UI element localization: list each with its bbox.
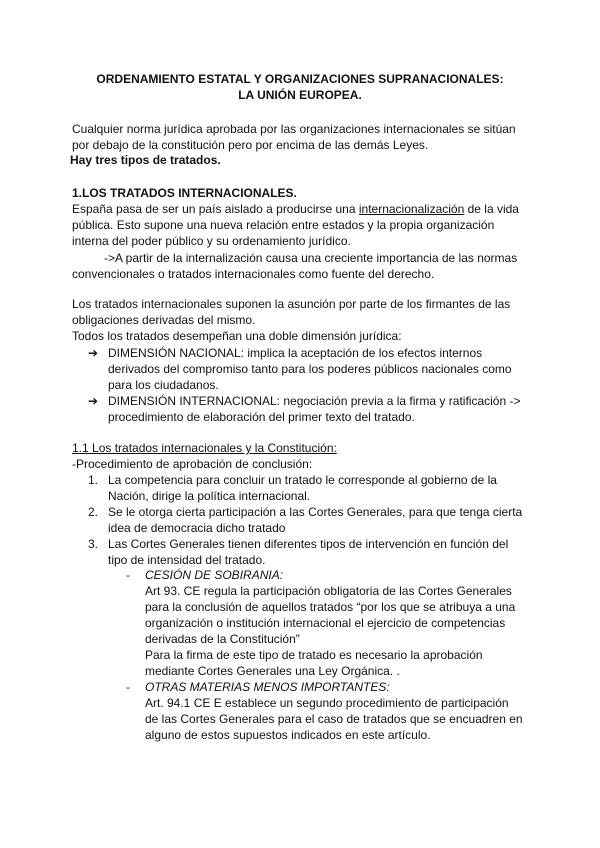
bullet-2-line-1: DIMENSIÓN INTERNACIONAL: negociación previa a la firma y ratificación -> <box>108 394 521 408</box>
bullet-1-line-2: derivados del compromiso tanto para los poderes públicos nacionales como <box>108 362 512 376</box>
s1-p4: Todos los tratados desempeñan una doble dimensión jurídica: <box>72 329 402 343</box>
section-1-heading: 1.LOS TRATADOS INTERNACIONALES. <box>72 186 297 200</box>
s1-p1-line-3: interna del poder público y su ordenamiento jurídico. <box>72 234 351 248</box>
section-1-1-heading: 1.1 Los tratados internacionales y la Constitución: <box>72 441 337 455</box>
sub-item-1-line-6: mediante Cortes Generales una Ley Orgánica. . <box>145 664 400 678</box>
dash-bullet: - <box>126 568 130 582</box>
sub-item-2-line-2: de las Cortes Generales para el caso de tratados que se encuadren en <box>145 712 523 726</box>
sub-item-2-line-1: Art. 94.1 CE E establece un segundo procedimiento de participación <box>145 696 509 710</box>
s1-p3-line-2: obligaciones derivadas del mismo. <box>72 313 256 327</box>
item-2-line-2: idea de democracia dicho tratado <box>108 521 286 535</box>
bullet-1-line-1: DIMENSIÓN NACIONAL: implica la aceptación de los efectos internos <box>108 346 483 360</box>
sub-item-1-line-3: organización o institución internacional el ejercicio de competencias <box>145 616 506 630</box>
s1-p3-line-1: Los tratados internacionales suponen la asunción por parte de los firmantes de las <box>72 297 511 311</box>
item-1-line-1: La competencia para concluir un tratado le corresponde al gobierno de la <box>108 473 497 487</box>
intro-bold-statement: Hay tres tipos de tratados. <box>70 153 221 167</box>
sub-item-2-title: OTRAS MATERIAS MENOS IMPORTANTES: <box>145 680 390 694</box>
item-1-line-2: Nación, dirige la política internacional. <box>108 489 311 503</box>
sub-item-1-title: CESIÓN DE SOBIRANIA: <box>145 568 284 582</box>
title-line-1: ORDENAMIENTO ESTATAL Y ORGANIZACIONES SUPRANACIONALES: <box>96 72 504 86</box>
bullet-2-line-2: procedimiento de elaboración del primer texto del tratado. <box>108 410 415 424</box>
s1-p1-line-2: pública. Esto supone una nueva relación entre estados y la propia organización <box>72 218 495 232</box>
bullet-1-line-3: para los ciudadanos. <box>108 378 219 392</box>
arrow-right-icon: ➔ <box>88 394 99 408</box>
section-1-paragraph-3 <box>72 296 532 344</box>
intro-line-1: Cualquier norma jurídica aprobada por las organizaciones internacionales se sitúan <box>72 122 516 136</box>
section-1-1-subheading: -Procedimiento de aprobación de conclusión: <box>72 457 313 471</box>
s1-p1-line-1: España pasa de ser un país aislado a producirse una internacionalización de la vida <box>72 202 519 216</box>
sub-item-1-line-1: Art 93. CE regula la participación obligatoria de las Cortes Generales <box>145 584 512 598</box>
sub-item-2-line-3: alguno de estos supuestos indicados en este artículo. <box>145 728 431 742</box>
s1-p2-line-1: ->A partir de la internalización causa una creciente importancia de las normas <box>104 251 518 265</box>
sub-item-1-line-5: Para la firma de este tipo de tratado es necesario la aprobación <box>145 648 483 662</box>
section-1-paragraph-2 <box>72 250 532 282</box>
item-2-line-1: Se le otorga cierta participación a las Cortes Generales, para que tenga cierta <box>108 505 523 519</box>
section-1-paragraph-1 <box>72 201 532 249</box>
title-line-2: LA UNIÓN EUROPEA. <box>238 88 362 102</box>
intro-paragraph <box>72 121 532 153</box>
dash-bullet: - <box>126 680 130 694</box>
s1-p2-line-2: convencionales o tratados internacionales como fuente del derecho. <box>72 267 435 281</box>
internacionalizacion-underlined: internacionalización <box>358 202 465 216</box>
arrow-right-icon: ➔ <box>88 346 99 360</box>
item-number: 1. <box>88 473 99 487</box>
document-title <box>60 71 540 103</box>
item-3-line-2: tipo de intensidad del tratado. <box>108 553 266 567</box>
item-number: 2. <box>88 505 99 519</box>
sub-item-1-line-4: derivadas de la Constitución” <box>145 632 300 646</box>
sub-item-1-line-2: para la conclusión de aquellos tratados “por los que se atribuya a una <box>145 600 516 614</box>
item-3-line-1: Las Cortes Generales tienen diferentes tipos de intervención en función del <box>108 537 509 551</box>
item-number: 3. <box>88 537 99 551</box>
intro-line-2: por debajo de la constitución pero por encima de las demás Leyes. <box>72 138 429 152</box>
